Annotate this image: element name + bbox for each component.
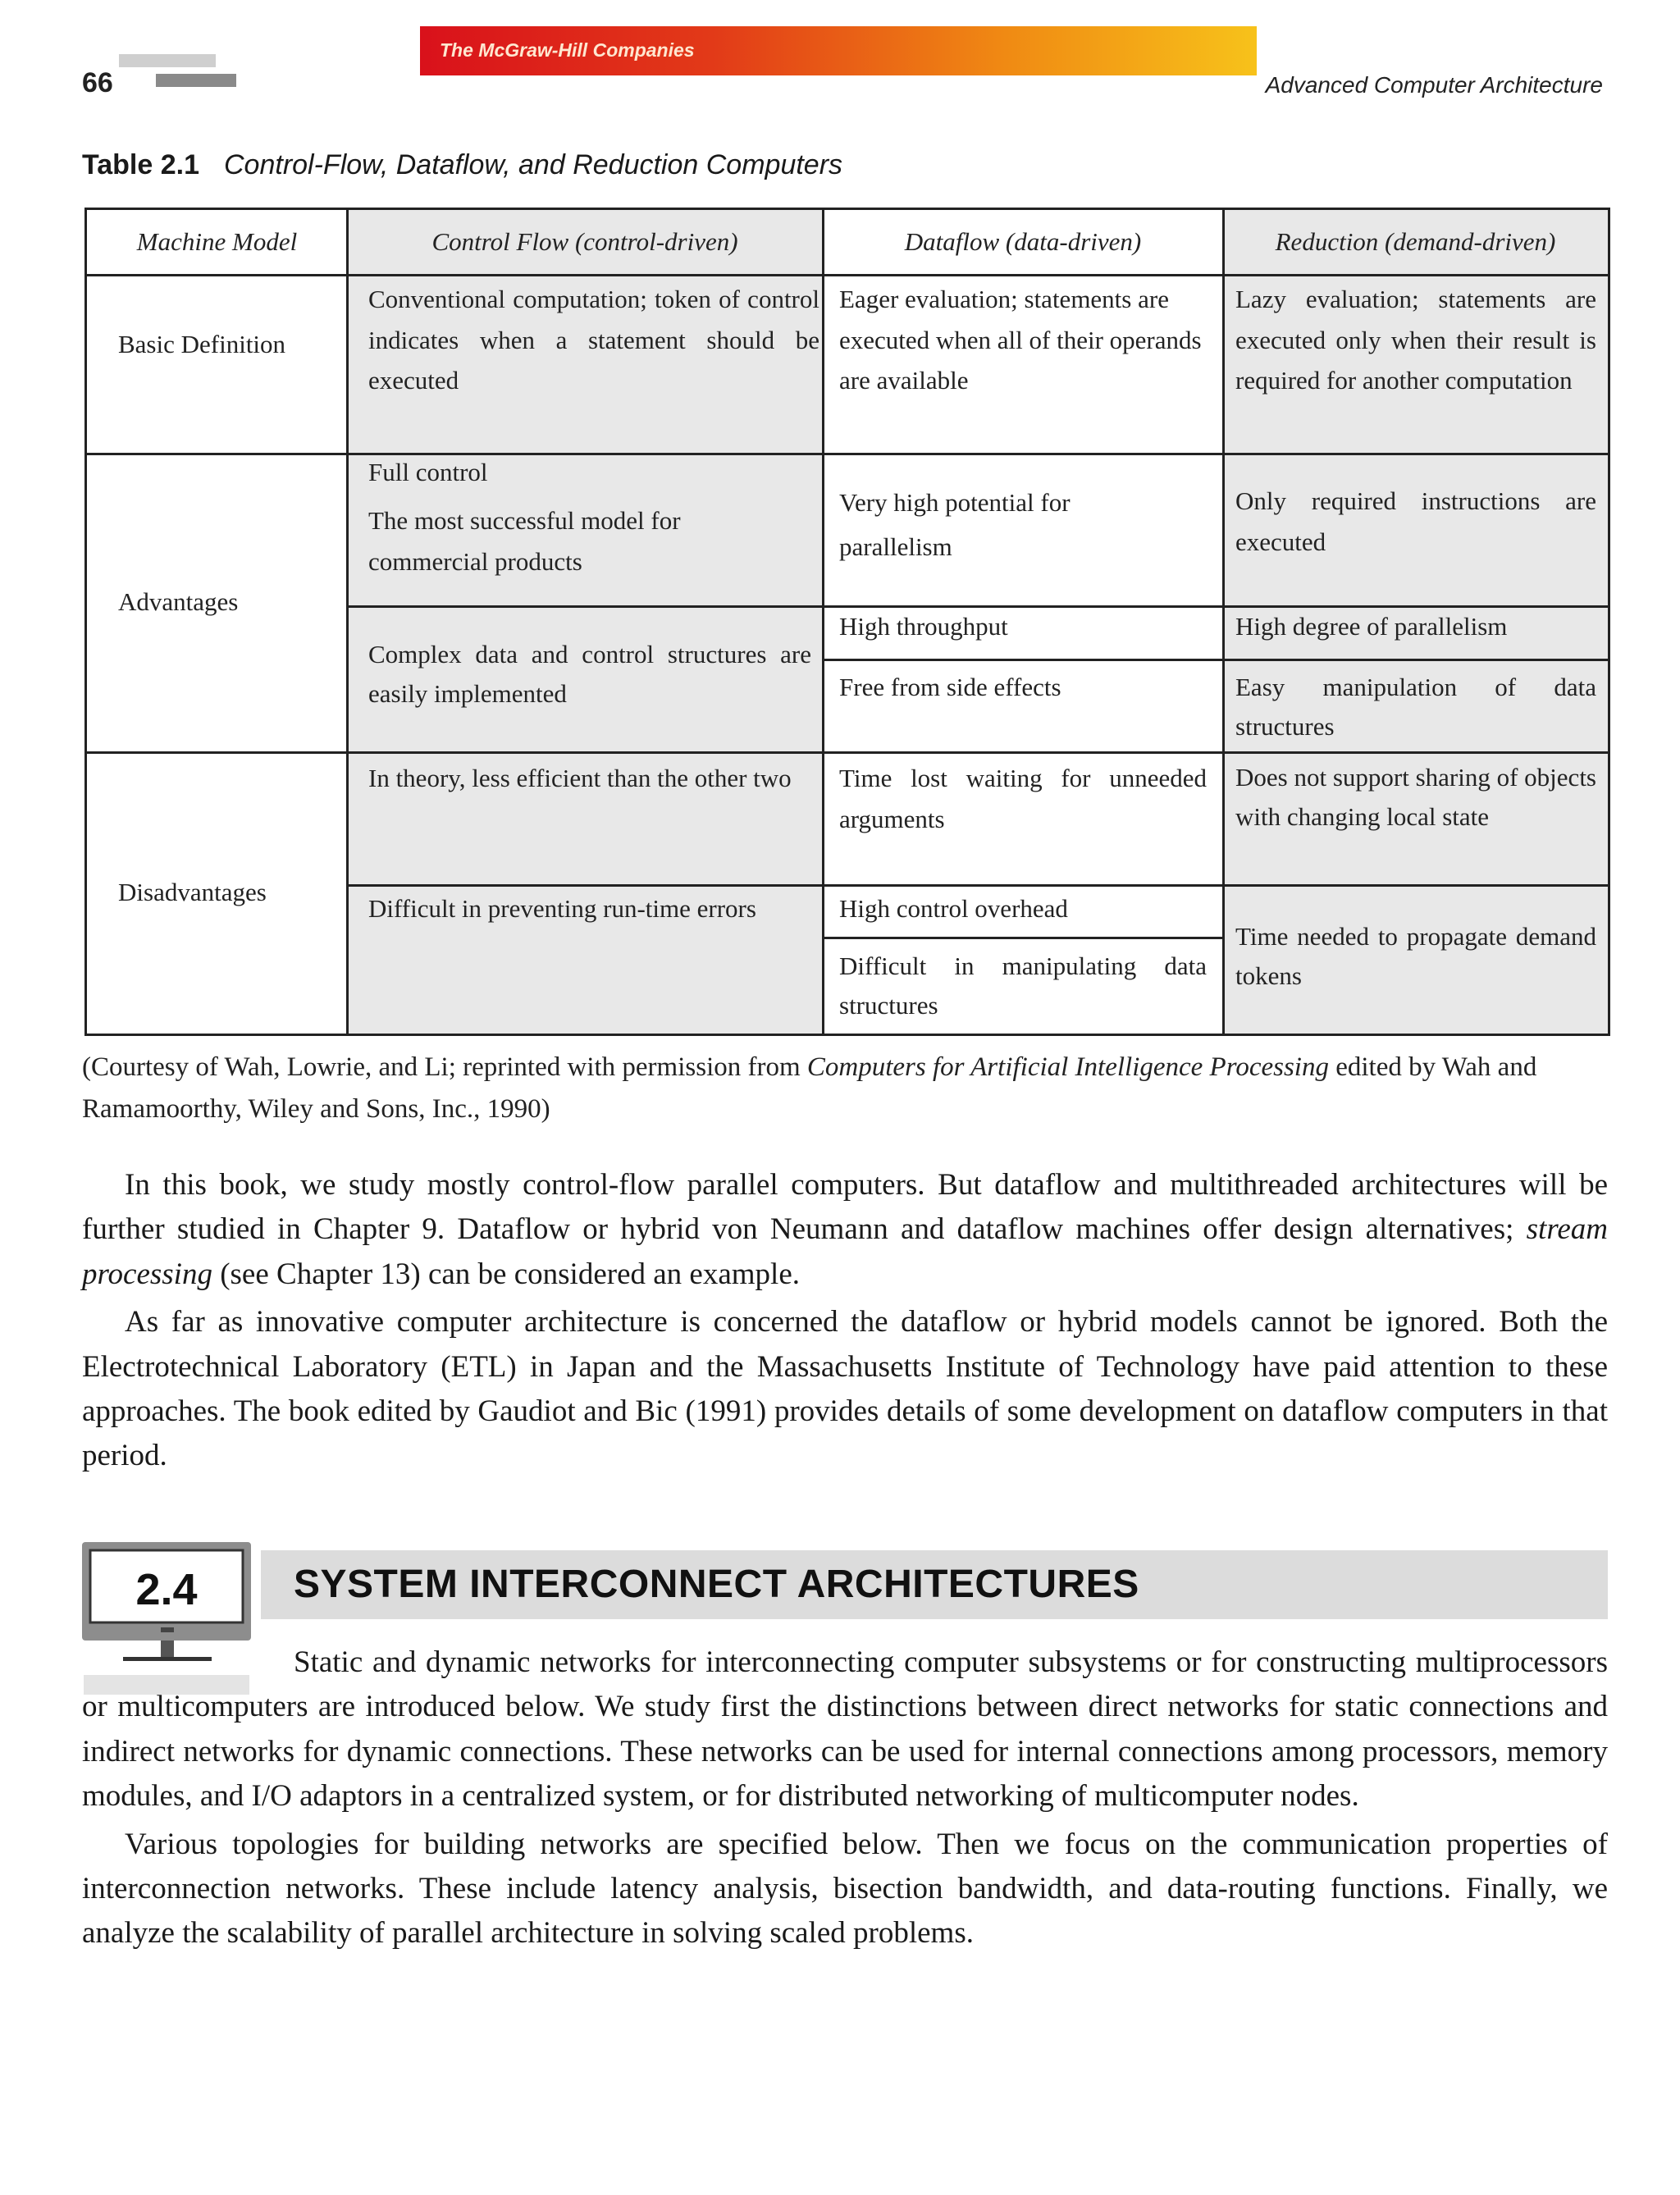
- column-header-dataflow: Dataflow (data-driven): [904, 226, 1142, 256]
- table-number: Table 2.1: [82, 149, 199, 180]
- cell-basic-control-flow: Conventional computation; token of control indicates when a statement should be executed: [368, 285, 819, 395]
- page-number: 66: [82, 67, 113, 98]
- header-decoration: [156, 74, 236, 87]
- comparison-table: [84, 208, 1610, 1036]
- table-rule: [822, 210, 824, 1034]
- row-label-basic-definition: Basic Definition: [118, 330, 286, 358]
- paragraph-emphasis: stream processing: [82, 1212, 1608, 1291]
- cell-disadvantages-dataflow-3: Difficult in manipulating data structures: [839, 951, 1207, 1020]
- cell-advantages-control-flow-2: Complex data and control structures are easily implemented: [368, 640, 811, 709]
- courtesy-text: edited by Wah and Ramamoorthy, Wiley and Sons, Inc., 1990): [82, 1052, 1537, 1125]
- cell-disadvantages-control-flow-1: In theory, less efficient than the other two: [368, 764, 792, 792]
- advantage-text: Full control: [368, 458, 488, 486]
- table-rule: [346, 210, 349, 1034]
- table-title: Control-Flow, Dataflow, and Reduction Computers: [224, 149, 843, 180]
- table-caption: [82, 149, 842, 181]
- table-rule: [347, 884, 1608, 887]
- paragraph-text: (see Chapter 13) can be considered an example.: [212, 1257, 800, 1291]
- publisher-logo-text: The McGraw-Hill Companies: [440, 39, 695, 61]
- column-header-machine-model: Machine Model: [136, 226, 298, 256]
- courtesy-text: (Courtesy of Wah, Lowrie, and Li; reprinted with permission from: [82, 1052, 807, 1082]
- paragraph: Various topologies for building networks are specified below. Then we focus on the communication properties of interconnection networks. These include latency analysis, bisection bandwidth, and data-routing functions. Finally, we analyze the scalability of parallel architecture in solving scaled problems.: [82, 1827, 1608, 1951]
- cell-advantages-reduction-2: High degree of parallelism: [1235, 612, 1508, 641]
- cell-disadvantages-dataflow-1: Time lost waiting for unneeded arguments: [839, 764, 1207, 833]
- column-header-control-flow: Control Flow (control-driven): [431, 226, 738, 256]
- table-rule: [87, 453, 1608, 455]
- cell-advantages-control-flow-1: [368, 453, 811, 582]
- cell-advantages-dataflow-3: Free from side effects: [839, 673, 1061, 701]
- table-rule: [87, 274, 1608, 276]
- advantage-text: The most successful model for commercial products: [368, 506, 681, 576]
- cell-advantages-reduction-3: Easy manipulation of data structures: [1235, 673, 1596, 742]
- row-label-advantages: Advantages: [118, 587, 239, 616]
- paragraph: [82, 1163, 1608, 1297]
- table-rule: [87, 751, 1608, 754]
- header-decoration: [119, 54, 216, 67]
- cell-basic-dataflow: Eager evaluation; statements are executed when all of their operands are available: [839, 285, 1202, 395]
- paragraph: As far as innovative computer architecture is concerned the dataflow or hybrid models cannot be ignored. Both the Electrotechnical Laboratory (ETL) in Japan and the Massachusetts Institute of Technology have paid attention to these approaches. The book edited by Gaudiot and Bic (1991) provides details of some development on dataflow computers in that period.: [82, 1305, 1608, 1473]
- cell-advantages-dataflow-2: High throughput: [839, 612, 1008, 641]
- row-label-disadvantages: Disadvantages: [118, 878, 267, 906]
- cell-disadvantages-reduction-2: Time needed to propagate demand tokens: [1235, 922, 1596, 991]
- cell-advantages-reduction-1: Only required instructions are executed: [1235, 486, 1596, 556]
- paragraph-text: In this book, we study mostly control-flow parallel computers. But dataflow and multithreaded architectures will be further studied in Chapter 9. Dataflow or hybrid von Neumann and dataflow machines offer design alternatives;: [82, 1168, 1608, 1247]
- table-source-note: [82, 1047, 1608, 1130]
- courtesy-book-title: Computers for Artificial Intelligence Processing: [806, 1052, 1329, 1082]
- publisher-banner: [420, 26, 1257, 75]
- cell-disadvantages-dataflow-2: High control overhead: [839, 894, 1068, 923]
- section-body: [82, 1641, 1608, 1960]
- table-rule: [823, 659, 1608, 661]
- cell-advantages-dataflow-1: Very high potential for parallelism: [839, 488, 1071, 562]
- table-rule: [823, 937, 1223, 939]
- cell-basic-reduction: Lazy evaluation; statements are executed only when their result is required for another computation: [1235, 285, 1596, 395]
- cell-disadvantages-reduction-1: Does not support sharing of objects with changing local state: [1235, 763, 1596, 832]
- column-header-reduction: Reduction (demand-driven): [1275, 226, 1556, 256]
- section-number: 2.4: [135, 1565, 198, 1614]
- table-rule: [347, 605, 1608, 608]
- paragraph: Static and dynamic networks for interconnecting computer subsystems or for constructing multiprocessors or multicomputers are introduced below. We study first the distinctions between direct networks for static connections and indirect networks for dynamic connections. These networks can be used for internal connections among processors, memory modules, and I/O adaptors in a centralized system, or for distributed networking of multicomputer nodes.: [82, 1645, 1608, 1814]
- body-text: [82, 1163, 1608, 1482]
- table-rule: [1222, 210, 1225, 1034]
- running-title: Advanced Computer Architecture: [1265, 72, 1603, 98]
- section-title: SYSTEM INTERCONNECT ARCHITECTURES: [294, 1563, 1139, 1606]
- cell-disadvantages-control-flow-2: Difficult in preventing run-time errors: [368, 894, 756, 923]
